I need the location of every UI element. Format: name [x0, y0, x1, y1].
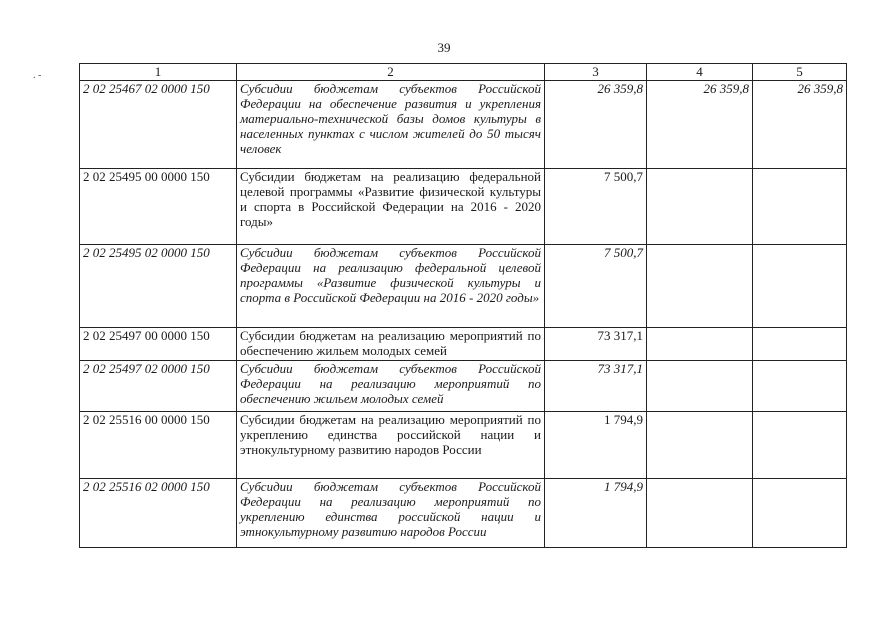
description-cell: Субсидии бюджетам субъектов Российской Федерации на обеспечение развития и укрепления материально-технической базы домов культуры в населенных пунктах с числом жителей до 50 тысяч человек — [237, 81, 545, 169]
budget-code-cell: 2 02 25497 02 0000 150 — [80, 361, 237, 412]
amount-cell-col5 — [753, 361, 847, 412]
amount-cell-col5 — [753, 169, 847, 245]
amount-cell-col3: 26 359,8 — [545, 81, 647, 169]
amount-cell-col5 — [753, 245, 847, 328]
amount-cell-col4 — [647, 412, 753, 479]
column-header: 3 — [545, 64, 647, 81]
description-cell: Субсидии бюджетам на реализацию мероприятий по обеспечению жильем молодых семей — [237, 328, 545, 361]
amount-cell-col5 — [753, 328, 847, 361]
budget-code-cell: 2 02 25495 00 0000 150 — [80, 169, 237, 245]
column-header: 4 — [647, 64, 753, 81]
budget-code-cell: 2 02 25497 00 0000 150 — [80, 328, 237, 361]
column-header: 5 — [753, 64, 847, 81]
amount-cell-col3: 7 500,7 — [545, 169, 647, 245]
budget-code-cell: 2 02 25516 02 0000 150 — [80, 479, 237, 548]
amount-cell-col4 — [647, 245, 753, 328]
description-cell: Субсидии бюджетам на реализацию мероприятий по укреплению единства российской нации и этнокультурному развитию народов России — [237, 412, 545, 479]
page-number: 39 — [437, 40, 451, 55]
description-cell: Субсидии бюджетам субъектов Российской Федерации на реализацию федеральной целевой программы «Развитие физической культуры и спорта в Российской Федерации на 2016 - 2020 годы» — [237, 245, 545, 328]
scan-mark: . - — [33, 70, 42, 81]
table-row — [80, 169, 847, 245]
amount-cell-col5 — [753, 479, 847, 548]
amount-cell-col3: 73 317,1 — [545, 361, 647, 412]
amount-cell-col5 — [753, 412, 847, 479]
description-cell: Субсидии бюджетам субъектов Российской Федерации на реализацию мероприятий по обеспечению жильем молодых семей — [237, 361, 545, 412]
table-row — [80, 361, 847, 412]
budget-code-cell: 2 02 25467 02 0000 150 — [80, 81, 237, 169]
table-row — [80, 245, 847, 328]
table-row — [80, 81, 847, 169]
header-row — [80, 64, 847, 81]
table-row — [80, 412, 847, 479]
amount-cell-col3: 1 794,9 — [545, 479, 647, 548]
amount-cell-col4 — [647, 169, 753, 245]
table-row — [80, 479, 847, 548]
amount-cell-col4: 26 359,8 — [647, 81, 753, 169]
amount-cell-col4 — [647, 361, 753, 412]
column-header: 2 — [237, 64, 545, 81]
budget-table — [79, 63, 847, 548]
amount-cell-col3: 7 500,7 — [545, 245, 647, 328]
amount-cell-col3: 1 794,9 — [545, 412, 647, 479]
table-row — [80, 328, 847, 361]
budget-code-cell: 2 02 25495 02 0000 150 — [80, 245, 237, 328]
column-header: 1 — [80, 64, 237, 81]
amount-cell-col5: 26 359,8 — [753, 81, 847, 169]
description-cell: Субсидии бюджетам на реализацию федеральной целевой программы «Развитие физической культуры и спорта в Российской Федерации на 2016 - 2020 годы» — [237, 169, 545, 245]
amount-cell-col4 — [647, 479, 753, 548]
amount-cell-col3: 73 317,1 — [545, 328, 647, 361]
amount-cell-col4 — [647, 328, 753, 361]
description-cell: Субсидии бюджетам субъектов Российской Федерации на реализацию мероприятий по укреплению единства российской нации и этнокультурному развитию народов России — [237, 479, 545, 548]
budget-code-cell: 2 02 25516 00 0000 150 — [80, 412, 237, 479]
